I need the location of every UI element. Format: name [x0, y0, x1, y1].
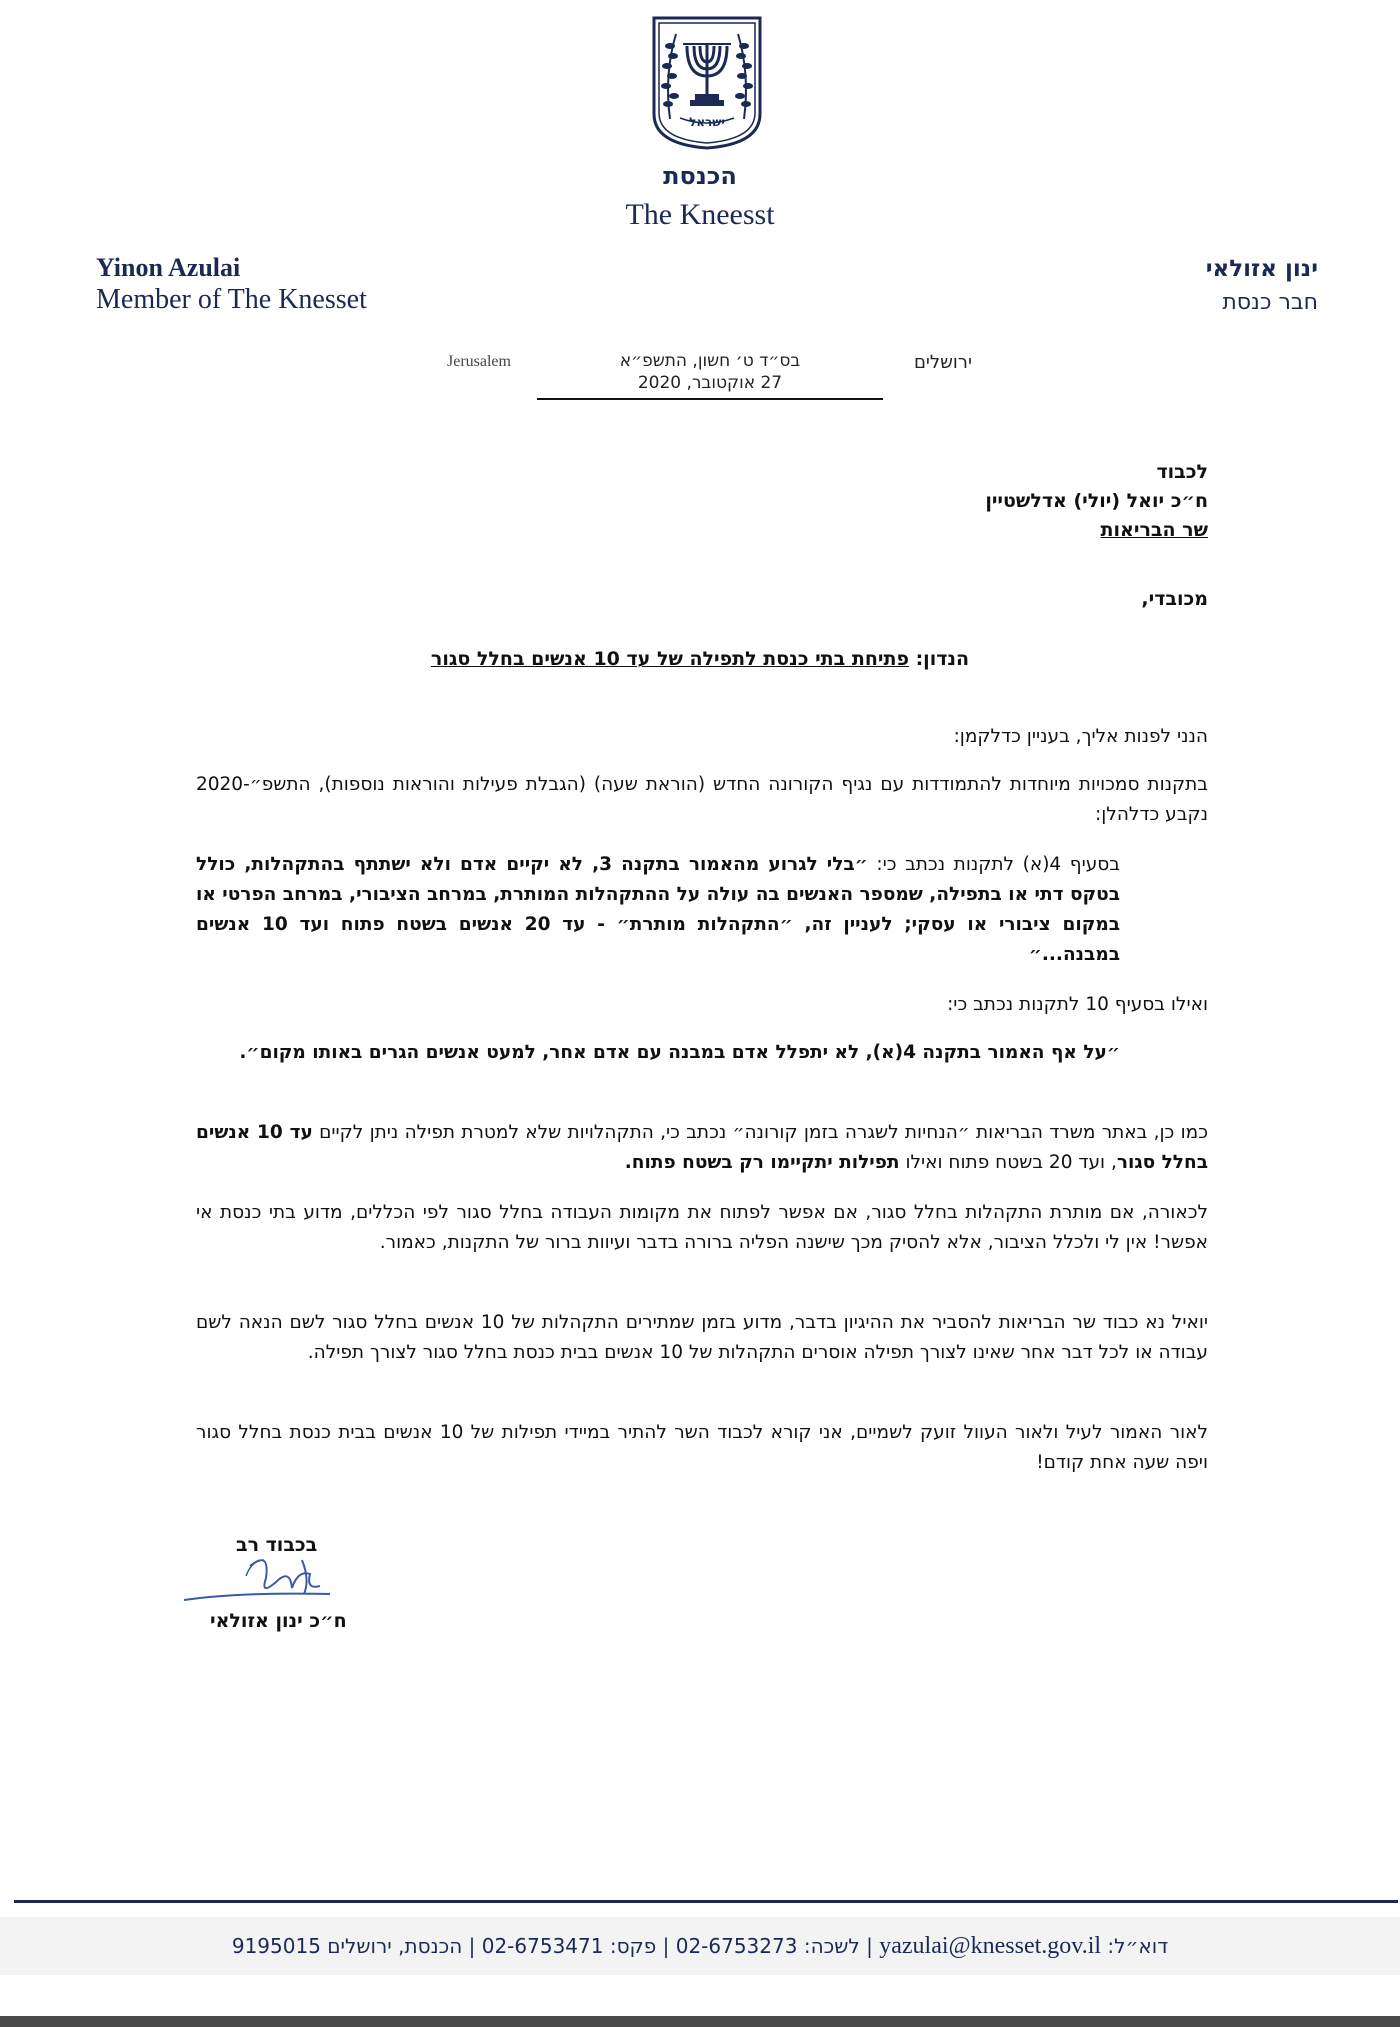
member-block-en — [96, 252, 367, 316]
member-block-he — [1206, 252, 1318, 320]
recipient-title: שר הבריאות — [1100, 519, 1208, 541]
footer-rule — [14, 1900, 1398, 1903]
quote-4a-text: ״בלי לגרוע מהאמור בתקנה 3, לא יקיים אדם ולא ישתתף בהתקהלות, כולל בטקס דתי או בתפילה, שמספר האנשים בה עולה על ההתקהלות המותרת, במרחב הציבורי, במרחב הפרטי או במקום ציבורי או עסקי; לעניין זה, ״התקהלות מותרת״ - עד 20 אנשים בשטח פתוח ועד 10 אנשים במבנה...״ — [196, 854, 1120, 965]
p4-part-a: כמו כן, באתר משרד הבריאות ״הנחיות לשגרה בזמן קורונה״ נכתב כי, התקהלויות שלא למטרת תפילה ניתן לקיים — [312, 1122, 1208, 1143]
footer-email: yazulai@knesset.gov.il — [879, 1933, 1102, 1959]
footer-email-label: דוא״ל: — [1107, 1934, 1169, 1958]
member-name-he: ינון אזולאי — [1205, 256, 1318, 282]
state-emblem-icon — [650, 14, 764, 152]
date-block — [537, 350, 883, 400]
p4-part-d: תפילות יתקיימו רק בשטח פתוח. — [624, 1152, 900, 1173]
p4-part-c: , ועד 20 בשטח פתוח ואילו — [899, 1152, 1117, 1173]
bottom-bar — [0, 2016, 1400, 2027]
recipient-name: ח״כ יואל (יולי) אדלשטיין — [985, 490, 1208, 512]
knesset-title-en: The Knees​st — [625, 198, 775, 231]
hebrew-date: בס״ד ט׳ חשון, התשפ״א — [619, 351, 801, 371]
subject-label: הנדון: — [915, 648, 970, 670]
subject-line — [0, 648, 1400, 670]
footer-office-phone: לשכה: 02-6753273 — [675, 1934, 860, 1958]
greeting: מכובדי, — [1141, 588, 1208, 610]
footer-contact: דוא״ל: yazulai@knesset.gov.il | לשכה: 02-6753273 | פקס: 02-6753471 | הכנסת, ירושלים 9195015 — [0, 1917, 1400, 1975]
quote-section-4a — [196, 850, 1120, 970]
city-he: ירושלים — [913, 352, 972, 373]
subject-text: פתיחת בתי כנסת לתפילה של עד 10 אנשים בחלל סגור — [430, 648, 909, 670]
paragraph-ministry-guidelines — [196, 1118, 1208, 1178]
p4-part-b: עד 10 אנשים בחלל סגור — [196, 1122, 1208, 1173]
quote-section-10: ״על אף האמור בתקנה 4(א), לא יתפלל אדם במבנה עם אדם אחר, למעט אנשים הגרים באותו מקום״. — [239, 1042, 1120, 1063]
footer-address: הכנסת, ירושלים 9195015 — [231, 1934, 463, 1958]
paragraph-discrimination: לכאורה, אם מותרת התקהלות בחלל סגור, אם אפשר לפתוח את מקומות העבודה בחלל סגור לפי הכללים, מדוע בתי כנסת אי אפשר! אין לי ולכלל הציבור, אלא להסיק מכך שישנה הפליה ברורה בדבר ועיוות ברור של התקנות, כאמור. — [196, 1202, 1208, 1253]
paragraph-section-10: ואילו בסעיף 10 לתקנות נכתב כי: — [947, 994, 1208, 1015]
gregorian-date: 27 אוקטובר, 2020 — [637, 373, 783, 393]
closing-phrase: בכבוד רב — [236, 1534, 318, 1556]
member-role-he: חבר כנסת — [1222, 290, 1318, 315]
paragraph-intro: הנני לפנות אליך, בעניין כדלקמן: — [953, 726, 1208, 747]
member-name-en: Yinon Azulai — [96, 253, 241, 282]
paragraph-regulations: בתקנות סמכויות מיוחדות להתמודדות עם נגיף הקורונה החדש (הוראת שעה) (הגבלת פעילות והוראות נוספות), התשפ״-2020 נקבע כדלהלן: — [196, 774, 1208, 825]
signatory-name: ח״כ ינון אזולאי — [210, 1610, 347, 1632]
city-en: Jerusalem — [447, 353, 511, 370]
footer-fax: פקס: 02-6753471 — [481, 1934, 657, 1958]
paragraph-request-explanation: יואיל נא כבוד שר הבריאות להסביר את ההיגיון בדבר, מדוע בזמן שמתירים התקהלות של 10 אנשים בחלל סגור לשם הנאה לשם עבודה או לכל דבר אחר שאינו לצורך תפילה אוסרים התקהלות של 10 אנשים בבית כנסת בחלל סגור לצורך תפילה. — [196, 1312, 1209, 1363]
paragraph-call-to-action: לאור האמור לעיל ולאור העוול זועק לשמיים, אני קורא לכבוד השר להתיר במיידי תפילות של 10 אנשים בבית כנסת בחלל סגור ויפה שעה אחת קודם! — [196, 1422, 1208, 1473]
recipient-block — [985, 458, 1208, 545]
quote-4a-intro: בסעיף 4(א) לתקנות נכתב כי: — [867, 854, 1120, 875]
handwritten-signature-icon — [180, 1530, 360, 1610]
member-role-en: Member of The Knesset — [96, 284, 367, 315]
svg-text:ישראל: ישראל — [689, 115, 725, 129]
recipient-salutation: לכבוד — [1156, 461, 1208, 483]
knesset-title-he: הכנסת — [663, 162, 737, 190]
